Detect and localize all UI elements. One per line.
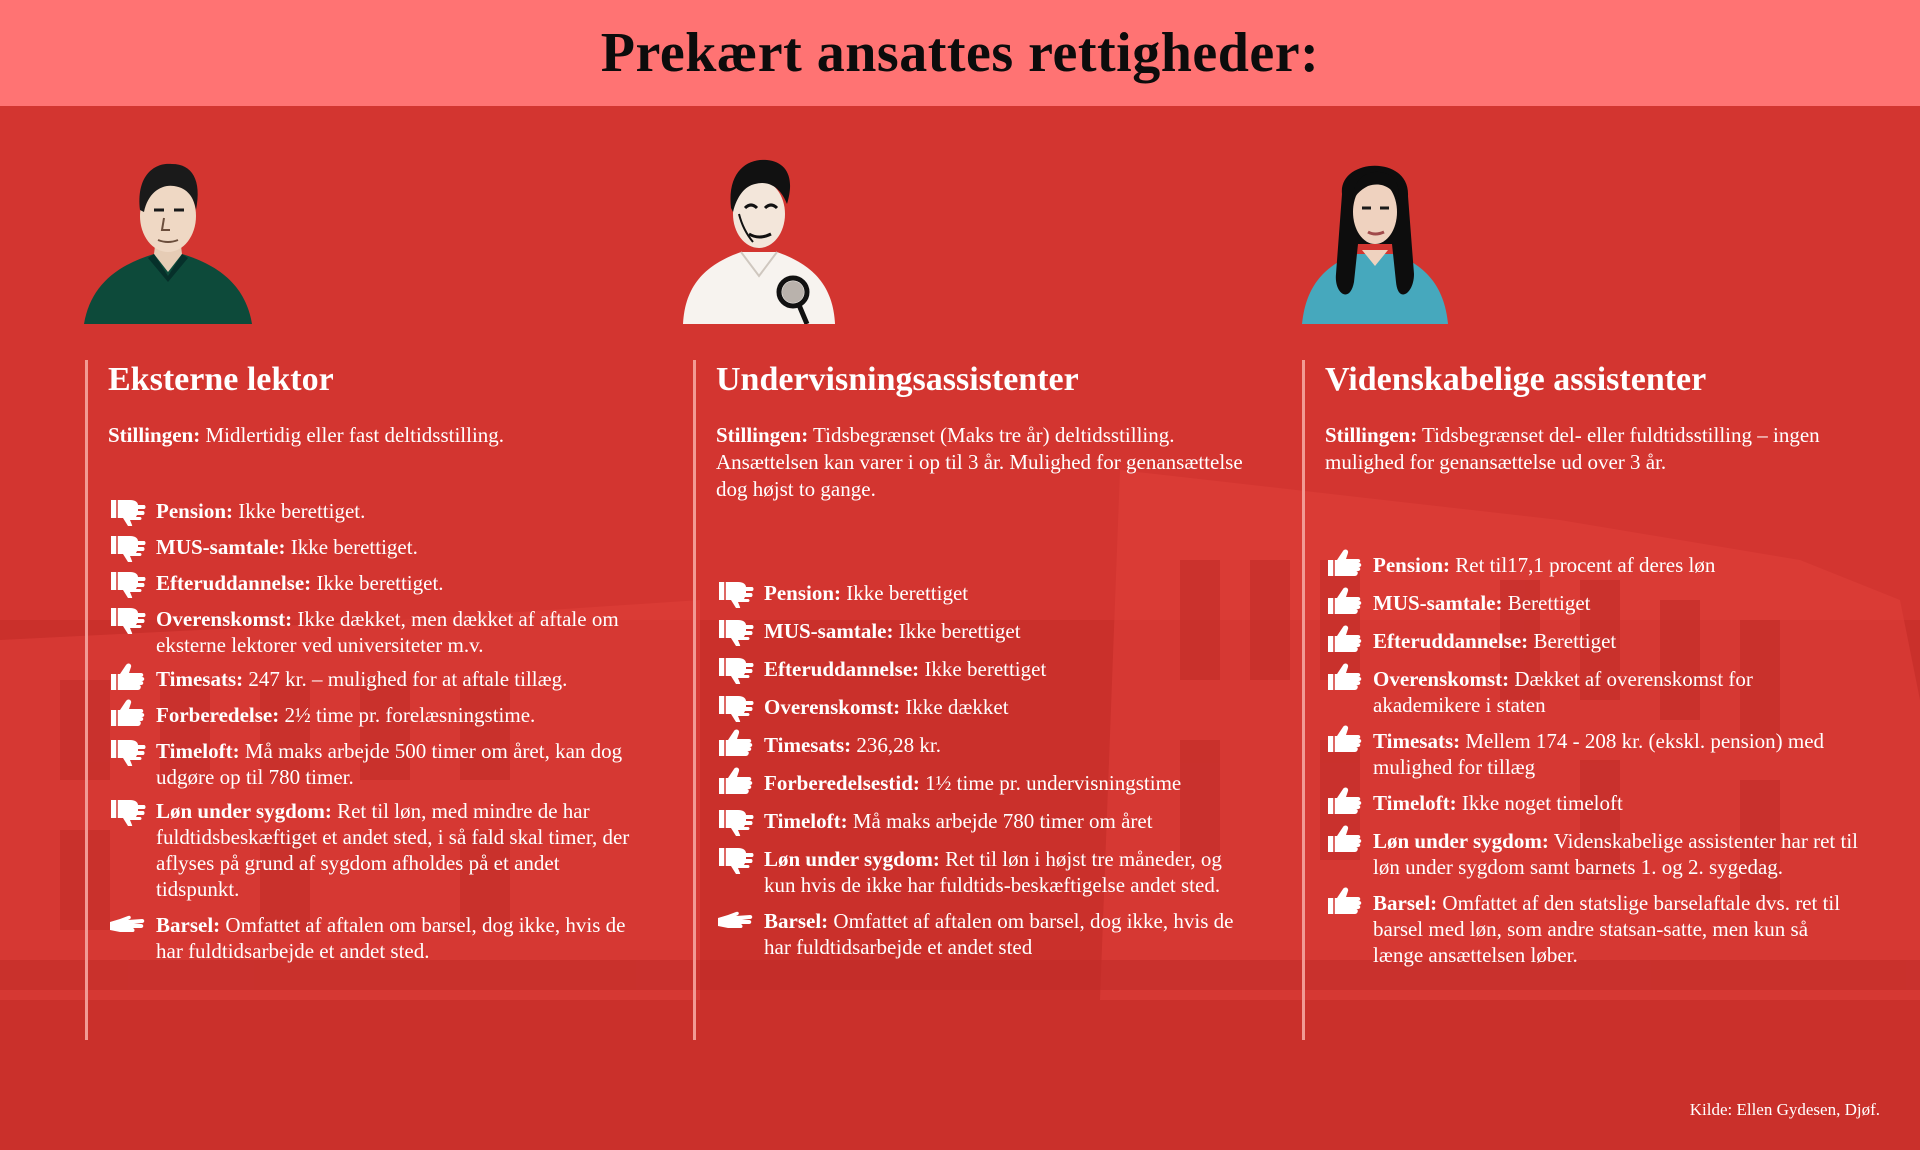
rights-item-value: Omfattet af den statslige barselaftale dvs. ret til barsel med løn, som andre statsan-satte, men kun så længe ansættelsen løber. [1373, 891, 1841, 967]
rights-item-label: MUS-samtale: [1373, 591, 1503, 615]
rights-item [108, 738, 645, 790]
rights-item [716, 808, 1253, 836]
rights-item [108, 702, 645, 730]
column-undervisningsassistenter [693, 360, 1253, 1040]
column-title: Videnskabelige assistenter [1325, 361, 1707, 398]
position-text: Midlertidig eller fast deltidsstilling. [200, 423, 505, 447]
rights-item-label: Timeloft: [764, 809, 848, 833]
rights-item-value: Ikke berettiget [919, 657, 1047, 681]
rights-item-value: Ikke berettiget. [285, 535, 418, 559]
rights-item-label: Overenskomst: [156, 607, 293, 631]
rights-item-value: Ikke berettiget. [233, 499, 366, 523]
rights-item-value: Dækket af overenskomst for akademikere i staten [1373, 667, 1753, 717]
rights-item-text [156, 798, 645, 902]
rights-item [716, 908, 1253, 960]
rights-item-label: Løn under sygdom: [156, 799, 332, 823]
header-bar [0, 0, 1920, 106]
rights-item-text [764, 846, 1253, 898]
rights-item-value: Må maks arbejde 500 timer om året, kan dog udgøre op til 780 timer. [156, 739, 623, 789]
position-label: Stillingen: [108, 423, 201, 447]
thumbs-down-icon [108, 494, 148, 526]
rights-item [1325, 628, 1862, 656]
rights-item-label: Efteruddannelse: [764, 657, 920, 681]
rights-item [716, 656, 1253, 684]
rights-item [108, 912, 645, 964]
rights-item-value: Berettiget [1502, 591, 1591, 615]
rights-item-value: Ikke berettiget [841, 581, 969, 605]
thumbs-down-icon [716, 614, 756, 646]
rights-item-value: Ikke dækket [900, 695, 1009, 719]
rights-item [716, 770, 1253, 798]
position-text: Tidsbegrænset del- eller fuldtidsstilling – ingen mulighed for genansættelse ud over 3 år. [1325, 423, 1820, 474]
rights-item-value: 236,28 kr. [851, 733, 941, 757]
rights-item-value: Omfattet af aftalen om barsel, dog ikke, hvis de har fuldtidsarbejde et andet sted [764, 909, 1234, 959]
man-white-shirt-magnifier-icon [683, 154, 835, 324]
rights-item-label: Løn under sygdom: [1373, 829, 1549, 853]
thumbs-up-icon [1325, 586, 1365, 618]
position-description [108, 422, 645, 490]
thumbs-up-icon [1325, 624, 1365, 656]
rights-item-value: 1½ time pr. undervisningstime [919, 771, 1182, 795]
thumbs-up-icon [1325, 724, 1365, 756]
thumbs-up-icon [1325, 824, 1365, 856]
thumbs-up-icon [108, 662, 148, 694]
rights-item-label: Efteruddannelse: [156, 571, 312, 595]
rights-item-text [156, 666, 567, 692]
rights-item [1325, 666, 1862, 718]
rights-item [1325, 552, 1862, 580]
page-title: Prekært ansattes rettigheder: [600, 22, 1320, 84]
thumbs-up-icon [1325, 548, 1365, 580]
rights-item [108, 606, 645, 658]
rights-item [108, 498, 645, 526]
rights-item [108, 666, 645, 694]
rights-item [716, 694, 1253, 722]
rights-item-value: 2½ time pr. forelæsningstime. [279, 703, 536, 727]
rights-item-label: Barsel: [156, 913, 221, 937]
rights-item-label: Løn under sygdom: [764, 847, 940, 871]
rights-item-text [764, 732, 941, 758]
rights-item-text [764, 808, 1153, 834]
thumbs-down-icon [716, 652, 756, 684]
rights-item [108, 570, 645, 598]
thumbs-up-icon [1325, 662, 1365, 694]
rights-item-text [156, 570, 444, 596]
rights-item-label: Forberedelsestid: [764, 771, 920, 795]
rights-item-label: Efteruddannelse: [1373, 629, 1529, 653]
rights-item-label: Pension: [156, 499, 234, 523]
column-videnskabelige-assistenter [1302, 360, 1862, 1040]
rights-item-value: Berettiget [1528, 629, 1617, 653]
rights-item-text [1373, 890, 1862, 968]
rights-item-value: Ret til17,1 procent af deres løn [1450, 553, 1716, 577]
rights-item-text [764, 618, 1021, 644]
rights-item-label: Timesats: [156, 667, 244, 691]
rights-item-label: Timesats: [764, 733, 852, 757]
rights-item-value: Omfattet af aftalen om barsel, dog ikke, hvis de har fuldtidsarbejde et andet sted. [156, 913, 626, 963]
rights-item-label: Timeloft: [156, 739, 240, 763]
rights-item-value: Ikke berettiget [893, 619, 1021, 643]
rights-item [108, 534, 645, 562]
thumbs-down-icon [716, 576, 756, 608]
thumbs-up-icon [716, 766, 756, 798]
position-label: Stillingen: [716, 423, 809, 447]
thumbs-up-icon [1325, 886, 1365, 918]
rights-item-label: Barsel: [1373, 891, 1438, 915]
rights-item [716, 618, 1253, 646]
rights-item-label: Forberedelse: [156, 703, 280, 727]
rights-item-text [764, 694, 1009, 720]
thumbs-up-icon [108, 698, 148, 730]
rights-item-text [764, 908, 1253, 960]
rights-item-text [156, 912, 645, 964]
rights-item-text [156, 606, 645, 658]
hand-flat-icon [108, 908, 148, 940]
rights-item-text [1373, 552, 1715, 578]
rights-item-label: Pension: [1373, 553, 1451, 577]
rights-item-value: Må maks arbejde 780 timer om året [847, 809, 1153, 833]
rights-item-label: Timeloft: [1373, 791, 1457, 815]
position-text: Tidsbegrænset (Maks tre år) deltidsstilling. Ansættelsen kan varer i op til 3 år. Mulighed for genansættelse dog højst to gange. [716, 423, 1243, 501]
rights-item-label: Barsel: [764, 909, 829, 933]
man-green-shirt-icon [84, 158, 252, 324]
rights-item-label: MUS-samtale: [764, 619, 894, 643]
thumbs-down-icon [716, 690, 756, 722]
rights-item-text [1373, 728, 1862, 780]
woman-blue-shirt-icon [1302, 154, 1448, 324]
rights-item-value: 247 kr. – mulighed for at aftale tillæg. [243, 667, 568, 691]
thumbs-down-icon [108, 794, 148, 826]
rights-item [1325, 790, 1862, 818]
rights-item-text [156, 738, 645, 790]
thumbs-down-icon [108, 602, 148, 634]
rights-item-text [764, 770, 1181, 796]
rights-item-text [156, 534, 418, 560]
thumbs-down-icon [108, 566, 148, 598]
rights-item [1325, 728, 1862, 780]
rights-item-label: Overenskomst: [764, 695, 901, 719]
rights-item-text [764, 656, 1046, 682]
rights-item-text [1373, 666, 1862, 718]
rights-item [1325, 590, 1862, 618]
rights-item-value: Ikke noget timeloft [1456, 791, 1623, 815]
rights-item-value: Ikke berettiget. [311, 571, 444, 595]
rights-list [108, 498, 645, 964]
rights-item-value: Ret til løn i højst tre måneder, og kun hvis de ikke har fuldtids-beskæftigelse andet sted. [764, 847, 1222, 897]
thumbs-down-icon [716, 842, 756, 874]
rights-item-label: Pension: [764, 581, 842, 605]
rights-item [716, 580, 1253, 608]
rights-item-label: Timesats: [1373, 729, 1461, 753]
thumbs-up-icon [716, 728, 756, 760]
thumbs-down-icon [108, 734, 148, 766]
rights-item [1325, 890, 1862, 968]
rights-item [1325, 828, 1862, 880]
rights-item-value: Ret til løn, med mindre de har fuldtidsbeskæftiget et andet sted, i så fald skal timer, der aflyses på grund af sygdom afholdes på et andet tidspunkt. [156, 799, 630, 901]
column-eksterne-lektor [85, 360, 645, 1040]
rights-item [716, 846, 1253, 898]
rights-item [716, 732, 1253, 760]
rights-list [716, 580, 1253, 960]
column-title: Eksterne lektor [108, 361, 334, 398]
rights-item-text [156, 498, 365, 524]
rights-item-value: Ikke dækket, men dækket af aftale om eksterne lektorer ved universiteter m.v. [156, 607, 619, 657]
rights-item-label: MUS-samtale: [156, 535, 286, 559]
column-title: Undervisningsassistenter [716, 361, 1079, 398]
thumbs-down-icon [716, 804, 756, 836]
source-credit: Kilde: Ellen Gydesen, Djøf. [1689, 1100, 1880, 1119]
rights-item-value: Videnskabelige assistenter har ret til løn under sygdom samt barnets 1. og 2. sygedag. [1373, 829, 1859, 879]
position-description [1325, 422, 1862, 544]
rights-item-value: Mellem 174 - 208 kr. (ekskl. pension) med mulighed for tillæg [1373, 729, 1825, 779]
rights-item-text [156, 702, 535, 728]
rights-item-label: Overenskomst: [1373, 667, 1510, 691]
rights-item-text [764, 580, 968, 606]
rights-item-text [1373, 628, 1616, 654]
rights-item-text [1373, 790, 1623, 816]
position-description [716, 422, 1253, 572]
rights-item-text [1373, 590, 1591, 616]
thumbs-down-icon [108, 530, 148, 562]
thumbs-up-icon [1325, 786, 1365, 818]
rights-item-text [1373, 828, 1862, 880]
position-label: Stillingen: [1325, 423, 1418, 447]
rights-item [108, 798, 645, 902]
rights-list [1325, 552, 1862, 968]
hand-flat-icon [716, 904, 756, 936]
